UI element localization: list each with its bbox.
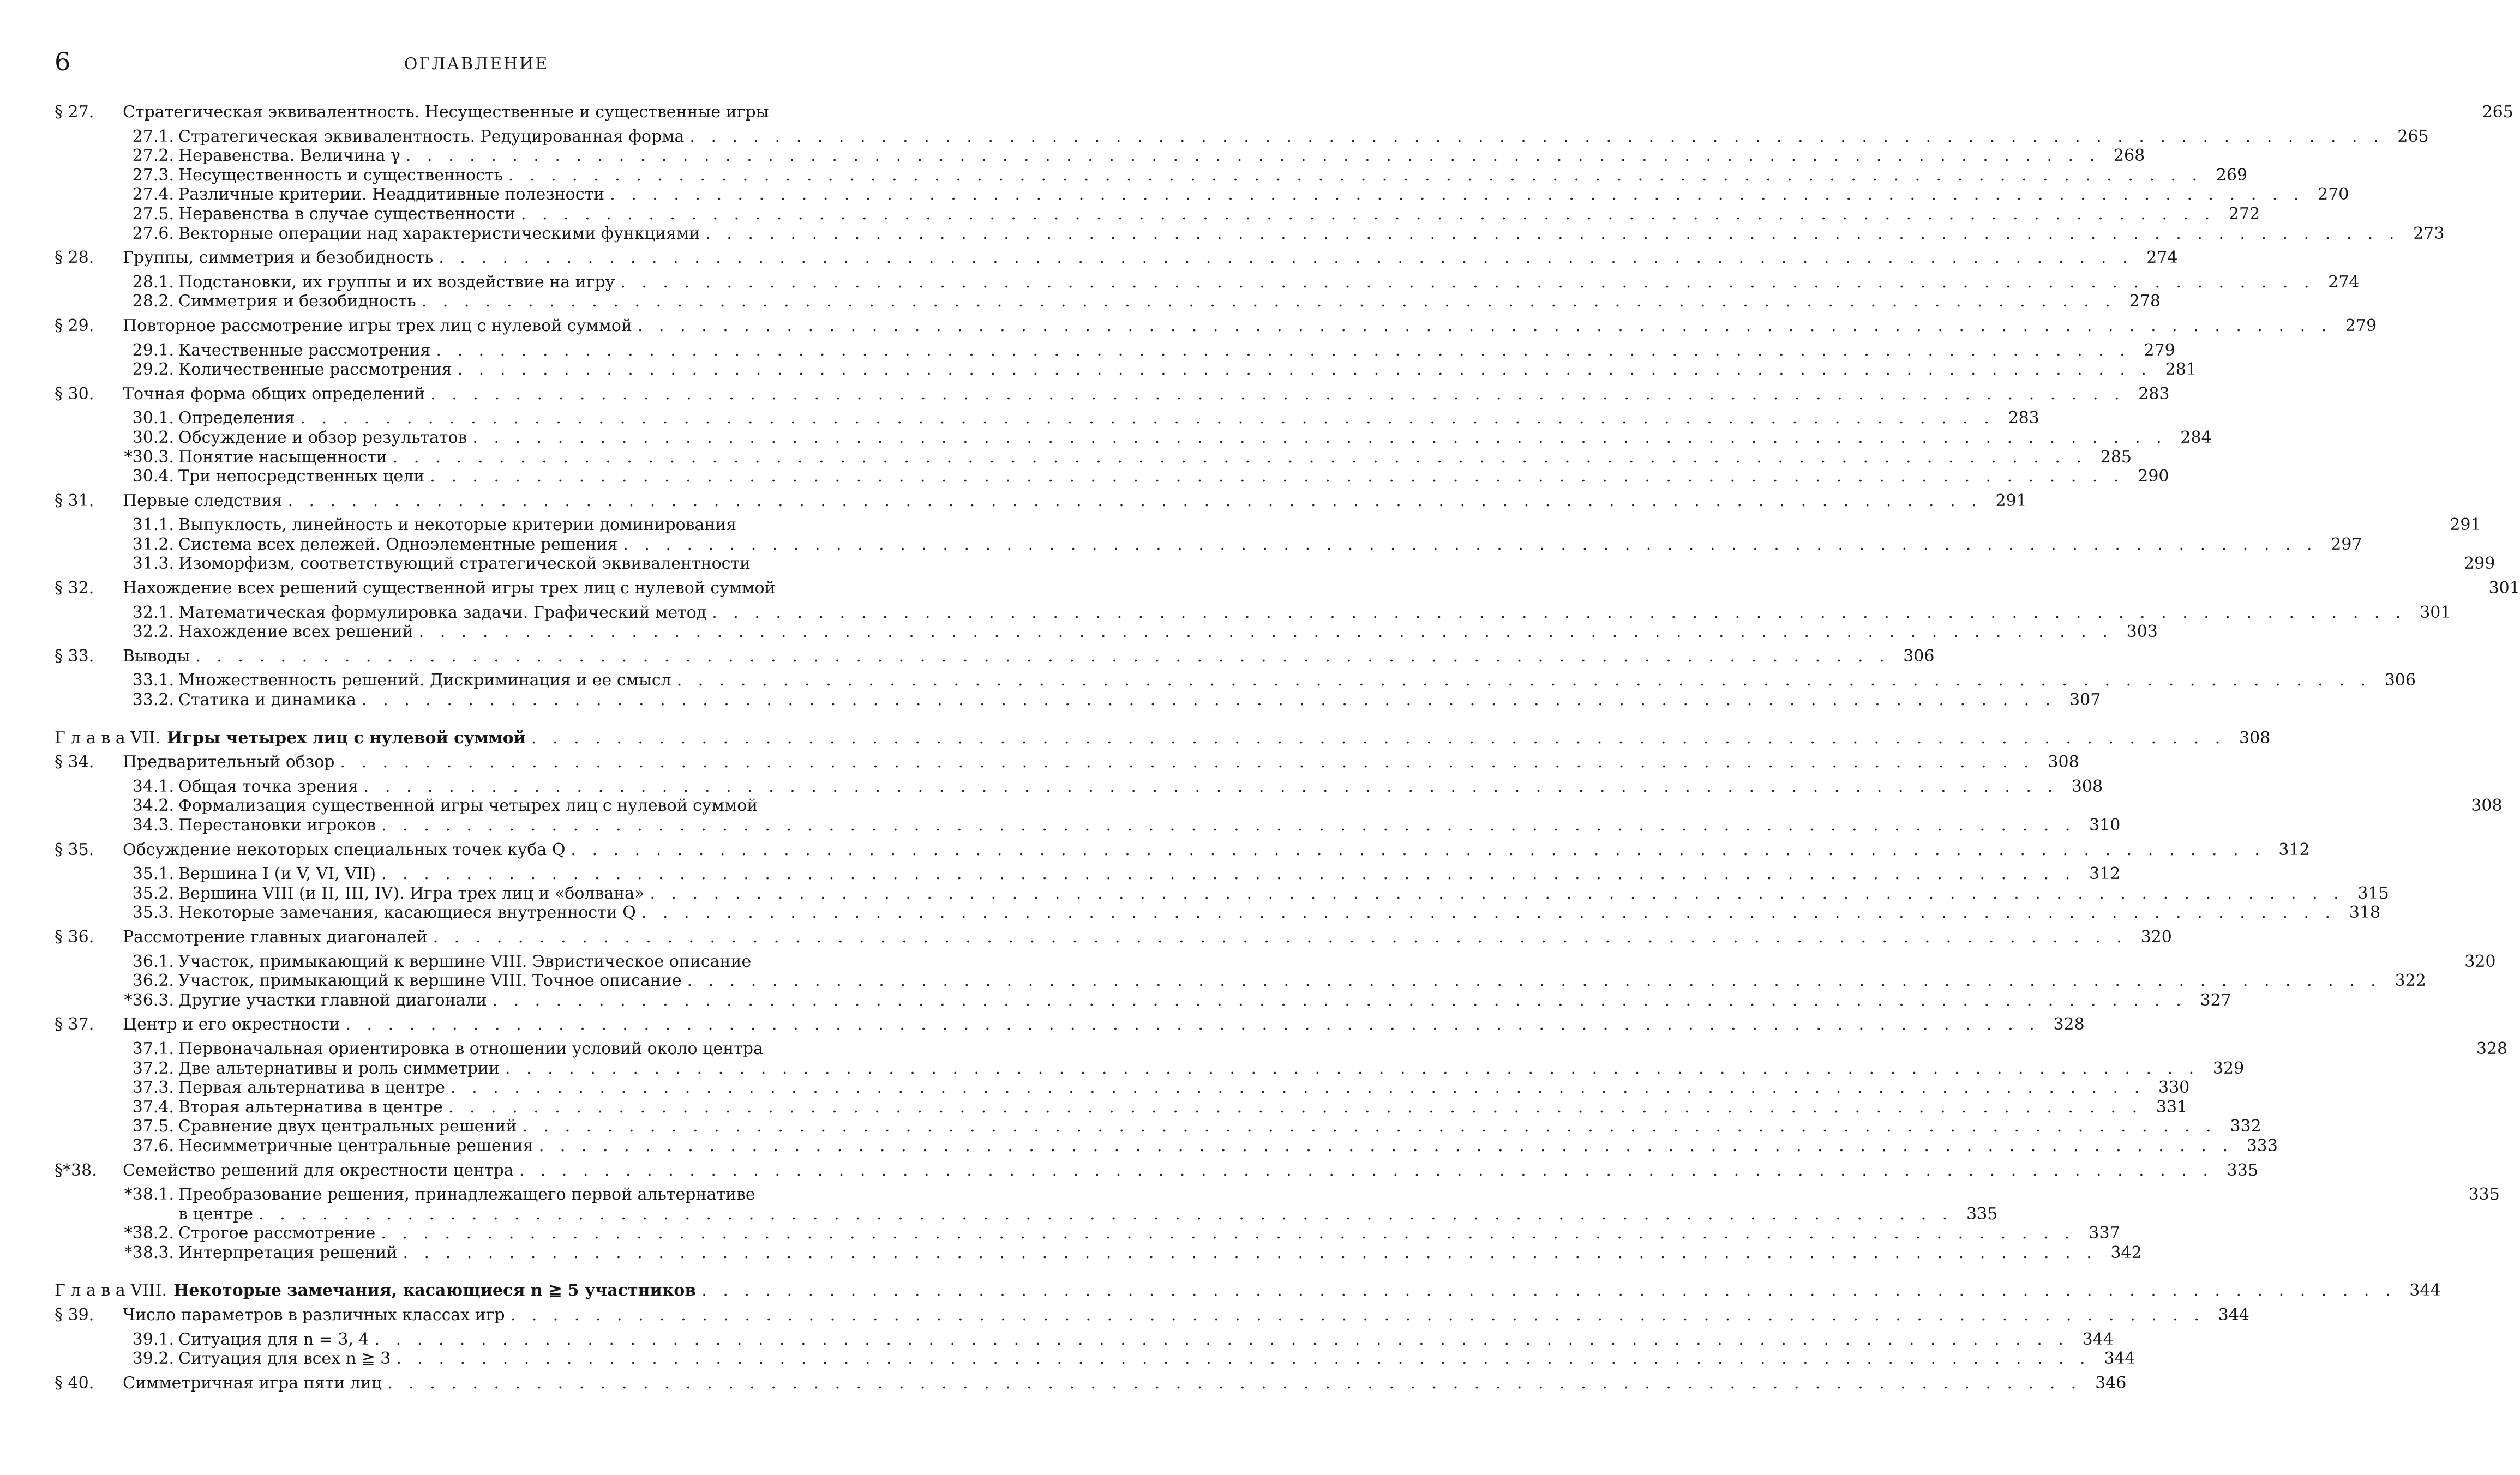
toc-entry-number: § 32. [55,579,94,598]
toc-entry-page: 269 [2216,165,2248,185]
toc-entry-number: *36.3. [124,990,174,1010]
toc-entry-page: 344 [2104,1349,2135,1369]
toc-entry-number: 33.1. [132,671,174,690]
toc-entry-number: 39.2. [132,1349,174,1369]
toc-entry-title: Повторное рассмотрение игры трех лиц с нулевой суммой [123,316,632,335]
toc-section [55,646,1935,666]
toc-subsection [55,671,2416,690]
toc-entry-title: Предварительный обзор [123,752,335,772]
toc-leader-dots [451,1078,2145,1098]
toc-entry-title: Игры четырех лиц с нулевой суммой [167,728,526,748]
toc-entry-title: Две альтернативы и роль симметрии [178,1058,500,1078]
toc-entry-title: Стратегическая эквивалентность. Несущественные и существенные игры [123,103,769,122]
toc-entry-number: 37.3. [132,1078,174,1098]
toc-leader-dots [287,491,1982,511]
toc-entry-page: 303 [2126,622,2158,642]
toc-entry-page: 318 [2349,903,2381,923]
toc-entry-number: 29.1. [132,340,174,360]
toc-entry-number: *38.3. [124,1243,174,1262]
toc-entry-number: 29.2. [132,360,174,380]
toc-entry-page: 278 [2129,292,2161,311]
toc-entry-number: § 33. [55,646,94,666]
toc-subsection [55,1349,2135,1369]
toc-subsection [55,690,2101,710]
toc-entry-page: 301 [2488,579,2520,598]
toc-subsection [55,204,2260,224]
toc-entry-page: 265 [2482,103,2513,122]
toc-subsection [55,952,2496,972]
toc-leader-dots [689,127,2384,147]
toc-entry-number: 35.2. [132,883,174,903]
toc-leader-dots [650,884,2344,904]
toc-entry-number: 33.2. [132,690,174,710]
toc-entry-number: § 34. [55,752,94,772]
toc-entry-page: 328 [2476,1039,2508,1058]
toc-leader-dots [687,971,2381,991]
toc-entry-number: 37.2. [132,1058,174,1078]
toc-leader-dots [458,360,2152,380]
toc-entry-page: 291 [2450,515,2481,535]
toc-subsection [55,903,2381,923]
toc-entry-page: 342 [2110,1243,2142,1262]
toc-subsection [55,796,2503,816]
toc-entry-page: 308 [2048,752,2079,772]
toc-subsection [55,776,2103,797]
toc-entry-number: 32.2. [132,622,174,642]
toc-leader-dots [340,752,2034,772]
toc-section [55,840,2310,860]
toc-entry-page: 283 [2008,408,2039,428]
toc-entry-title: Определения [178,408,295,428]
toc-entry-number: Г л а в а VIII. [55,1281,167,1301]
toc-entry-number: 27.5. [132,204,174,224]
toc-leader-dots [531,729,2225,748]
toc-leader-dots [638,316,2332,336]
toc-entry-title: Три непосредственных цели [178,467,425,486]
toc-entry-number: 31.2. [132,534,174,554]
toc-entry-title: в центре [178,1204,254,1224]
toc-entry-number: 28.1. [132,272,174,292]
toc-entry-number: 35.1. [132,864,174,884]
toc-entry-page: 297 [2331,534,2362,554]
table-of-contents [55,103,2520,1393]
toc-entry-number: 30.2. [132,428,174,447]
toc-entry-page: 337 [2089,1224,2120,1243]
toc-subsection [55,1136,2278,1156]
toc-leader-dots [641,903,2336,923]
toc-entry-title: Число параметров в различных классах игр [123,1305,505,1325]
toc-entry-number: 35.3. [132,903,174,923]
toc-entry-title: Точная форма общих определений [123,384,425,404]
toc-entry-number: § 37. [55,1015,94,1034]
toc-entry-number: 27.1. [132,127,174,146]
toc-entry-number: 27.4. [132,185,174,204]
toc-leader-dots [345,1015,2039,1034]
toc-entry-number: 27.2. [132,146,174,166]
toc-entry-page: 284 [2180,428,2212,447]
toc-entry-title: Первые следствия [123,491,283,510]
toc-leader-dots [406,146,2100,166]
toc-leader-dots [701,1281,2396,1301]
toc-entry-title: Перестановки игроков [178,816,376,835]
toc-entry-number: § 36. [55,927,94,947]
toc-entry-page: 281 [2165,360,2197,380]
toc-subsection [55,408,2039,428]
toc-entry-page: 265 [2397,127,2429,146]
toc-entry-title: Стратегическая эквивалентность. Редуцированная форма [178,127,685,146]
toc-entry-page: 344 [2082,1329,2114,1349]
toc-subsection [55,883,2389,904]
toc-section [55,316,2377,336]
toc-section [55,1160,2258,1181]
toc-entry-number: 34.3. [132,816,174,835]
toc-entry-page: 307 [2069,690,2101,710]
toc-leader-dots [195,647,1889,666]
toc-entry-number: 37.4. [132,1097,174,1117]
toc-entry-page: 346 [2095,1373,2127,1393]
toc-entry-page: 320 [2140,927,2172,947]
toc-leader-dots [511,1305,2205,1325]
toc-subsection [55,816,2121,835]
toc-entry-page: 291 [1995,491,2027,510]
toc-entry-title: Рассмотрение главных диагоналей [123,927,428,947]
toc-entry-title: Первая альтернатива в центре [178,1078,445,1098]
page-number: 6 [55,47,71,76]
toc-entry-number: 27.6. [132,224,174,243]
toc-entry-number: 37.5. [132,1117,174,1136]
toc-subsection [55,622,2158,642]
toc-entry-title: Семейство решений для окрестности центра [123,1160,514,1180]
toc-entry-page: 335 [1966,1204,1998,1224]
toc-entry-number: 30.4. [132,467,174,486]
toc-entry-title: Некоторые замечания, касающиеся внутренности Q [178,903,636,923]
toc-entry-number: 31.1. [132,515,174,535]
toc-leader-dots [375,1330,2069,1350]
toc-entry-page: 299 [2464,554,2495,574]
toc-leader-dots [448,1098,2143,1117]
toc-subsection [55,127,2429,147]
toc-entry-number: § 35. [55,840,94,859]
toc-entry-page: 333 [2246,1136,2278,1155]
toc-entry-title: Формализация существенной игры четырех лиц с нулевой суммой [178,796,758,816]
toc-subsection [55,864,2121,884]
toc-entry-title: Сравнение двух центральных решений [178,1117,517,1136]
toc-entry-number: §*38. [55,1160,97,1180]
toc-entry-title: Группы, симметрия и безобидность [123,248,434,268]
toc-leader-dots [393,448,2087,467]
toc-entry-page: 301 [2420,603,2451,622]
toc-leader-dots [419,622,2113,642]
toc-entry-number: 32.1. [132,603,174,622]
toc-entry-title: Изоморфизм, соответствующий стратегической эквивалентности [178,554,751,574]
toc-section [55,1373,2127,1393]
toc-entry-title: Симметрия и безобидность [178,292,416,311]
toc-entry-number: 37.6. [132,1136,174,1155]
toc-entry-title: Обсуждение и обзор результатов [178,428,467,447]
toc-leader-dots [493,991,2187,1010]
toc-subsection [55,165,2248,185]
toc-entry-page: 315 [2357,883,2389,903]
toc-entry-title: Ситуация для n = 3, 4 [178,1329,369,1349]
toc-entry-number: 36.2. [132,971,174,991]
toc-entry-number: 36.1. [132,952,174,971]
toc-entry-page: 306 [2384,671,2416,690]
toc-entry-title: Математическая формулировка задачи. Графический метод [178,603,707,622]
toc-entry-number: *30.3. [124,447,174,467]
toc-entry-title: Некоторые замечания, касающиеся n ≧ 5 участников [173,1281,697,1301]
toc-entry-title: Вершина I (и V, VI, VII) [178,864,376,884]
toc-entry-number: 27.3. [132,165,174,185]
toc-entry-page: 272 [2228,204,2260,224]
toc-entry-page: 279 [2345,316,2377,335]
toc-entry-title: Различные критерии. Неаддитивные полезности [178,185,605,204]
toc-leader-dots [422,292,2116,311]
toc-subsection [55,1058,2245,1079]
toc-entry-number: 34.1. [132,776,174,796]
toc-entry-number: § 31. [55,491,94,510]
toc-entry-number: 28.2. [132,292,174,311]
toc-subsection [55,1039,2508,1059]
toc-subsection [55,340,2175,360]
toc-entry-page: 344 [2409,1281,2441,1301]
toc-section [55,384,2170,404]
toc-subsection [55,1204,1998,1224]
toc-leader-dots [396,1349,2090,1369]
toc-entry-title: Неравенства в случае существенности [178,204,515,224]
toc-leader-dots [387,1374,2081,1393]
toc-leader-dots [677,671,2371,690]
toc-entry-page: 312 [2089,864,2121,884]
toc-entry-title: Преобразование решения, принадлежащего первой альтернативе [178,1185,755,1205]
toc-entry-title: Неравенства. Величина γ [178,146,400,166]
toc-leader-dots [519,1161,2213,1181]
toc-entry-page: 268 [2113,146,2145,166]
toc-entry-number: 34.2. [132,796,174,816]
toc-entry-page: 329 [2212,1058,2245,1078]
toc-subsection [55,1224,2120,1243]
running-title: ОГЛАВЛЕНИЕ [404,55,549,74]
toc-entry-page: 273 [2413,224,2445,243]
toc-entry-page: 310 [2089,816,2121,835]
toc-leader-dots [259,1205,1953,1224]
toc-entry-title: Общая точка зрения [178,776,358,796]
toc-leader-dots [472,428,2167,448]
toc-subsection [55,990,2231,1010]
toc-entry-title: Нахождение всех решений существенной игры трех лиц с нулевой суммой [123,579,776,598]
toc-entry-title: Нахождение всех решений [178,622,413,642]
toc-section [55,491,2027,511]
toc-entry-page: 331 [2156,1097,2188,1117]
toc-entry-number: § 27. [55,103,94,122]
toc-entry-title: Несущественность и существенность [178,165,503,185]
toc-leader-dots [430,467,2124,486]
toc-leader-dots [436,341,2130,360]
toc-leader-dots [571,840,2265,860]
toc-entry-number: 30.1. [132,408,174,428]
toc-leader-dots [381,864,2075,884]
toc-entry-page: 320 [2464,952,2496,971]
toc-entry-number: 37.1. [132,1039,174,1058]
toc-entry-title: Вторая альтернатива в центре [178,1097,443,1117]
toc-subsection [55,360,2197,380]
toc-entry-title: Выводы [123,646,190,666]
toc-entry-page: 279 [2144,340,2175,360]
toc-subsection [55,447,2132,467]
toc-leader-dots [439,248,2133,268]
toc-subsection [55,1097,2188,1117]
toc-entry-title: Строгое рассмотрение [178,1224,376,1243]
toc-entry-title: Обсуждение некоторых специальных точек куба Q [123,840,566,859]
toc-entry-page: 327 [2200,990,2231,1010]
toc-subsection [55,224,2445,244]
toc-entry-page: 322 [2395,971,2426,991]
toc-entry-title: Система всех дележей. Одноэлементные решения [178,534,618,554]
toc-chapter [55,728,2271,748]
toc-entry-number: § 29. [55,316,94,335]
toc-entry-page: 283 [2138,384,2170,404]
toc-entry-title: Вершина VIII (и II, III, IV). Игра трех лиц и «болвана» [178,883,645,903]
toc-entry-number: § 28. [55,248,94,268]
toc-entry-title: Качественные рассмотрения [178,340,431,360]
toc-entry-page: 285 [2100,447,2132,467]
toc-entry-page: 328 [2053,1015,2085,1034]
toc-entry-number: § 39. [55,1305,94,1325]
toc-leader-dots [539,1136,2233,1156]
toc-subsection [55,272,2360,292]
toc-leader-dots [381,816,2075,835]
toc-entry-title: Векторные операции над характеристическими функциями [178,224,700,243]
toc-entry-number: 39.1. [132,1329,174,1349]
toc-subsection [55,515,2481,535]
toc-leader-dots [403,1243,2097,1263]
toc-entry-title: Несимметричные центральные решения [178,1136,533,1155]
toc-section [55,248,2178,268]
toc-subsection [55,554,2495,574]
toc-subsection [55,971,2426,991]
toc-entry-title: Центр и его окрестности [123,1015,340,1034]
toc-entry-title: Другие участки главной диагонали [178,990,487,1010]
toc-subsection [55,292,2161,311]
toc-section [55,579,2520,598]
toc-leader-dots [508,166,2203,185]
toc-entry-title: Подстановки, их группы и их воздействие на игру [178,272,615,292]
toc-leader-dots [430,384,2125,404]
toc-entry-page: 274 [2146,248,2178,268]
toc-section [55,927,2172,947]
toc-entry-title: Интерпретация решений [178,1243,398,1262]
toc-entry-title: Выпуклость, линейность и некоторые критерии доминирования [178,515,737,535]
toc-entry-title: Симметричная игра пяти лиц [123,1373,382,1393]
toc-entry-page: 335 [2227,1160,2258,1180]
toc-entry-page: 344 [2218,1305,2249,1325]
toc-leader-dots [521,204,2215,224]
toc-leader-dots [362,690,2056,710]
toc-leader-dots [705,224,2399,244]
toc-entry-page: 330 [2158,1078,2190,1098]
toc-leader-dots [620,273,2314,292]
toc-leader-dots [364,777,2058,797]
toc-entry-title: Статика и динамика [178,690,357,710]
toc-leader-dots [522,1117,2216,1136]
toc-subsection [55,1243,2142,1263]
toc-entry-page: 308 [2239,728,2271,748]
toc-entry-title: Первоначальная ориентировка в отношении условий около центра [178,1039,763,1058]
toc-subsection [55,146,2145,166]
toc-entry-page: 312 [2278,840,2310,859]
toc-entry-title: Понятие насыщенности [178,447,387,467]
toc-leader-dots [433,928,2127,947]
toc-entry-page: 274 [2328,272,2360,292]
toc-leader-dots [712,603,2406,623]
toc-subsection [55,428,2212,448]
toc-entry-page: 290 [2138,467,2169,486]
toc-leader-dots [610,185,2304,204]
toc-subsection [55,603,2451,623]
toc-leader-dots [301,408,1995,428]
toc-section [55,752,2079,772]
toc-entry-number: *38.1. [124,1185,174,1205]
toc-subsection [55,1117,2261,1136]
toc-entry-title: Ситуация для всех n ≧ 3 [178,1349,391,1369]
toc-entry-title: Множественность решений. Дискриминация и ее смысл [178,671,671,690]
toc-entry-page: 332 [2230,1117,2261,1136]
toc-entry-number: 31.3. [132,554,174,574]
toc-chapter [55,1281,2441,1301]
toc-subsection [55,534,2362,555]
toc-entry-page: 335 [2468,1185,2500,1205]
toc-section [55,1305,2249,1325]
toc-entry-number: Г л а в а VII. [55,728,161,748]
toc-leader-dots [381,1224,2075,1243]
toc-entry-title: Участок, примыкающий к вершине VIII. Точное описание [178,971,682,991]
toc-leader-dots [505,1059,2199,1079]
toc-entry-page: 308 [2071,776,2103,796]
toc-entry-number: § 30. [55,384,94,404]
toc-entry-page: 308 [2471,796,2503,816]
toc-subsection [55,185,2349,204]
toc-entry-title: Количественные рассмотрения [178,360,452,380]
toc-entry-page: 270 [2318,185,2349,204]
toc-section [55,103,2513,122]
toc-section [55,1015,2085,1034]
toc-entry-number: *38.2. [124,1224,174,1243]
toc-leader-dots [623,535,2317,555]
toc-entry-page: 306 [1903,646,1935,666]
toc-subsection [55,1078,2190,1098]
toc-subsection [55,1185,2500,1205]
toc-subsection [55,467,2169,486]
toc-subsection [55,1329,2114,1350]
toc-entry-number: § 40. [55,1373,94,1393]
toc-entry-title: Участок, примыкающий к вершине VIII. Эвристическое описание [178,952,752,971]
